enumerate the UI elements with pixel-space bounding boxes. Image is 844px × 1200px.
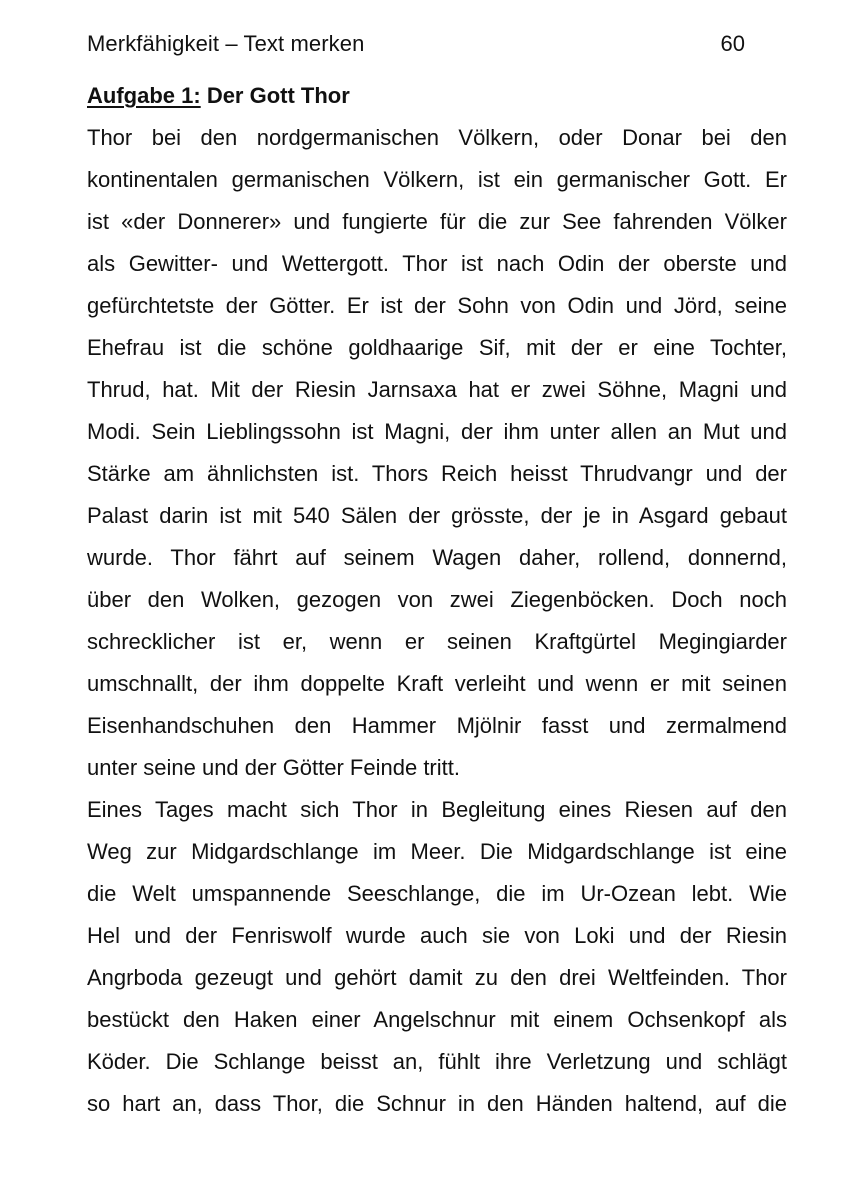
text-line: Modi. Sein Lieblingssohn ist Magni, der ihm unter allen an Mut und xyxy=(87,419,787,444)
text-line: gefürchtetste der Götter. Er ist der Sohn von Odin und Jörd, seine xyxy=(87,293,787,318)
text-line: Hel und der Fenriswolf wurde auch sie von Loki und der Riesin xyxy=(87,923,787,948)
text-line: kontinentalen germanischen Völkern, ist ein germanischer Gott. Er xyxy=(87,167,787,192)
text-line: so hart an, dass Thor, die Schnur in den Händen haltend, auf die xyxy=(87,1091,787,1116)
task-title: Der Gott Thor xyxy=(206,83,350,108)
text-line: Thrud, hat. Mit der Riesin Jarnsaxa hat er zwei Söhne, Magni und xyxy=(87,377,787,402)
text-line: Angrboda gezeugt und gehört damit zu den drei Weltfeinden. Thor xyxy=(87,965,787,990)
text-line: ist «der Donnerer» und fungierte für die zur See fahrenden Völker xyxy=(87,209,787,234)
paragraph-2 xyxy=(87,789,787,1125)
page-number: 60 xyxy=(720,31,745,56)
text-line: Ehefrau ist die schöne goldhaarige Sif, mit der er eine Tochter, xyxy=(87,335,787,360)
text-line: als Gewitter- und Wettergott. Thor ist nach Odin der oberste und xyxy=(87,251,787,276)
task-label: Aufgabe 1: xyxy=(87,83,201,108)
text-line: wurde. Thor fährt auf seinem Wagen daher, rollend, donnernd, xyxy=(87,545,787,570)
text-line: über den Wolken, gezogen von zwei Ziegenböcken. Doch noch xyxy=(87,587,787,612)
header-title: Merkfähigkeit – Text merken xyxy=(87,31,365,56)
text-line: unter seine und der Götter Feinde tritt. xyxy=(87,755,460,780)
text-line: Weg zur Midgardschlange im Meer. Die Midgardschlange ist eine xyxy=(87,839,787,864)
text-line: Thor bei den nordgermanischen Völkern, oder Donar bei den xyxy=(87,125,787,150)
text-line: Stärke am ähnlichsten ist. Thors Reich heisst Thrudvangr und der xyxy=(87,461,787,486)
text-line: umschnallt, der ihm doppelte Kraft verleiht und wenn er mit seinen xyxy=(87,671,787,696)
text-line: die Welt umspannende Seeschlange, die im Ur-Ozean lebt. Wie xyxy=(87,881,787,906)
text-line: Eisenhandschuhen den Hammer Mjölnir fasst und zermalmend xyxy=(87,713,787,738)
text-line: bestückt den Haken einer Angelschnur mit einem Ochsenkopf als xyxy=(87,1007,787,1032)
page-header xyxy=(87,28,747,60)
task-heading xyxy=(87,81,787,111)
text-line: Köder. Die Schlange beisst an, fühlt ihre Verletzung und schlägt xyxy=(87,1049,787,1074)
article-text xyxy=(87,117,787,1125)
text-line: Palast darin ist mit 540 Sälen der grösste, der je in Asgard gebaut xyxy=(87,503,787,528)
paragraph-1 xyxy=(87,117,787,789)
text-line: schrecklicher ist er, wenn er seinen Kraftgürtel Megingiarder xyxy=(87,629,787,654)
text-line: Eines Tages macht sich Thor in Begleitung eines Riesen auf den xyxy=(87,797,787,822)
